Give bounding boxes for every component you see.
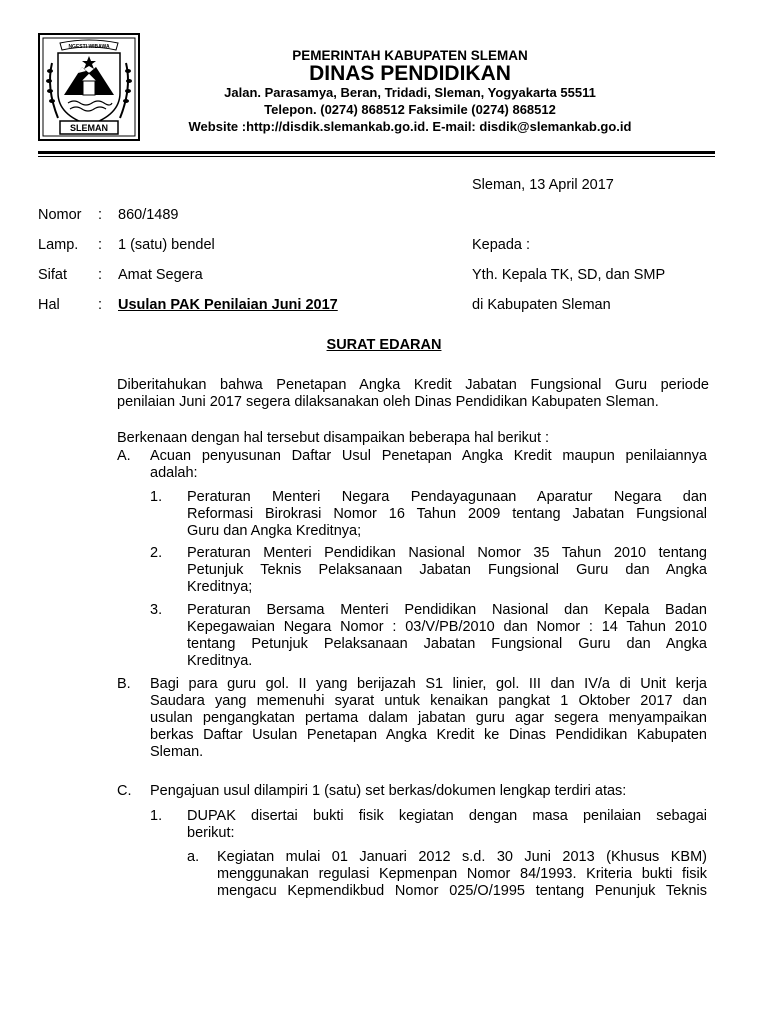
text-line: Acuan penyusunan Daftar Usul Penetapan Angka Kredit maupun penilaiannya [150,448,707,464]
text-line: Peraturan Menteri Negara Pendayagunaan Aparatur Negara dan [187,489,707,505]
recipient-label: Kepada : [472,237,531,253]
logo-motto: NGESTI WIBAWA [68,44,110,50]
meta-value-lamp: 1 (satu) bendel [118,237,215,253]
section-a-item-1-text [187,489,707,540]
section-c-item-1-text [187,808,707,842]
text-line: Guru dan Angka Kreditnya; [187,523,362,539]
section-a-item-2-text [187,545,707,596]
text-line: Peraturan Menteri Pendidikan Nasional Nomor 35 Tahun 2010 tentang [187,545,707,561]
meta-label-hal: Hal [38,297,60,313]
letter-title: SURAT EDARAN [326,337,442,353]
sleman-regency-logo [38,33,140,141]
meta-value-hal: Usulan PAK Penilaian Juni 2017 [118,297,338,313]
section-b-text [150,676,707,761]
intro-line: Diberitahukan bahwa Penetapan Angka Kredit Jabatan Fungsional Guru periode [117,377,709,393]
meta-label-nomor: Nomor [38,207,82,223]
office-address: Jalan. Parasamya, Beran, Tridadi, Sleman, Yogyakarta 55511 [224,85,596,100]
text-line: Kegiatan mulai 01 Januari 2012 s.d. 30 Juni 2013 (Khusus KBM) [217,849,707,865]
text-line: menggunakan regulasi Kepmenpan Nomor 84/1993. Kriteria bukti fisik [217,866,707,882]
text-line: tentang Petunjuk Pelaksanaan Jabatan Fungsional Guru dan Angka [187,636,707,652]
text-line: Bagi para guru gol. II yang berijazah S1 linier, gol. III dan IV/a di Unit kerja [150,676,707,692]
section-b-marker: B. [117,676,131,692]
recipient-location: di Kabupaten Sleman [472,297,611,313]
section-c-marker: C. [117,783,132,799]
section-a-item-1-marker: 1. [150,489,163,505]
office-website: Website :http://disdik.slemankab.go.id. E-mail: disdik@slemankab.go.id [188,119,632,134]
lead-sentence: Berkenaan dengan hal tersebut disampaikan beberapa hal berikut : [117,430,550,446]
logo-banner: SLEMAN [70,123,108,133]
text-line: mengacu Kepmendikbud Nomor 025/O/1995 tentang Penunjuk Teknis [217,883,707,899]
recipient-name: Yth. Kepala TK, SD, dan SMP [472,267,666,283]
text-line: adalah: [150,465,198,481]
meta-value-sifat: Amat Segera [118,267,203,283]
text-line: berkas Daftar Usulan Penetapan Angka Kredit ke Dinas Pendidikan Kabupaten [150,727,707,743]
text-line: Kreditnya. [187,653,253,669]
meta-sep-nomor: : [98,207,103,223]
intro-paragraph [117,377,709,411]
text-line: Peraturan Bersama Menteri Pendidikan Nasional dan Kepala Badan [187,602,707,618]
text-line: Reformasi Birokrasi Nomor 16 Tahun 2009 tentang Jabatan Fungsional [187,506,707,522]
meta-sep-lamp: : [98,237,103,253]
department-name: DINAS PENDIDIKAN [309,62,511,85]
section-c-item-1-marker: 1. [150,808,163,824]
letterhead-rule-thin [38,156,715,157]
text-line: Sleman. [150,744,204,760]
text-line: berikut: [187,825,235,841]
section-a-marker: A. [117,448,131,464]
government-name: PEMERINTAH KABUPATEN SLEMAN [292,48,528,63]
office-telephone: Telepon. (0274) 868512 Faksimile (0274) 868512 [264,102,556,117]
meta-label-lamp: Lamp. [38,237,79,253]
meta-label-sifat: Sifat [38,267,68,283]
place-date: Sleman, 13 April 2017 [472,177,614,193]
text-line: usulan pengangkatan pertama dalam jabatan guru agar segera menyampaikan [150,710,707,726]
section-c-text: Pengajuan usul dilampiri 1 (satu) set berkas/dokumen lengkap terdiri atas: [150,783,627,799]
section-c-sub-a-marker: a. [187,849,200,865]
text-line: DUPAK disertai bukti fisik kegiatan dengan masa penilaian sebagai [187,808,707,824]
text-line: Kreditnya; [187,579,253,595]
meta-sep-sifat: : [98,267,103,283]
meta-value-nomor: 860/1489 [118,207,179,223]
meta-sep-hal: : [98,297,103,313]
section-a-item-2-marker: 2. [150,545,163,561]
text-line: Kepegawaian Negara Nomor : 03/V/PB/2010 dan Nomor : 14 Tahun 2010 [187,619,707,635]
letterhead-rule-thick [38,151,715,154]
section-a-item-3-text [187,602,707,670]
intro-line: penilaian Juni 2017 segera dilaksanakan oleh Dinas Pendidikan Kabupaten Sleman. [117,394,659,410]
section-a-item-3-marker: 3. [150,602,163,618]
section-c-sub-a-text [217,849,707,900]
text-line: Saudara yang memenuhi syarat untuk kenaikan pangkat 1 Oktober 2017 dan [150,693,707,709]
section-a-text [150,448,707,482]
text-line: Petunjuk Teknis Pelaksanaan Jabatan Fungsional Guru dan Angka [187,562,707,578]
